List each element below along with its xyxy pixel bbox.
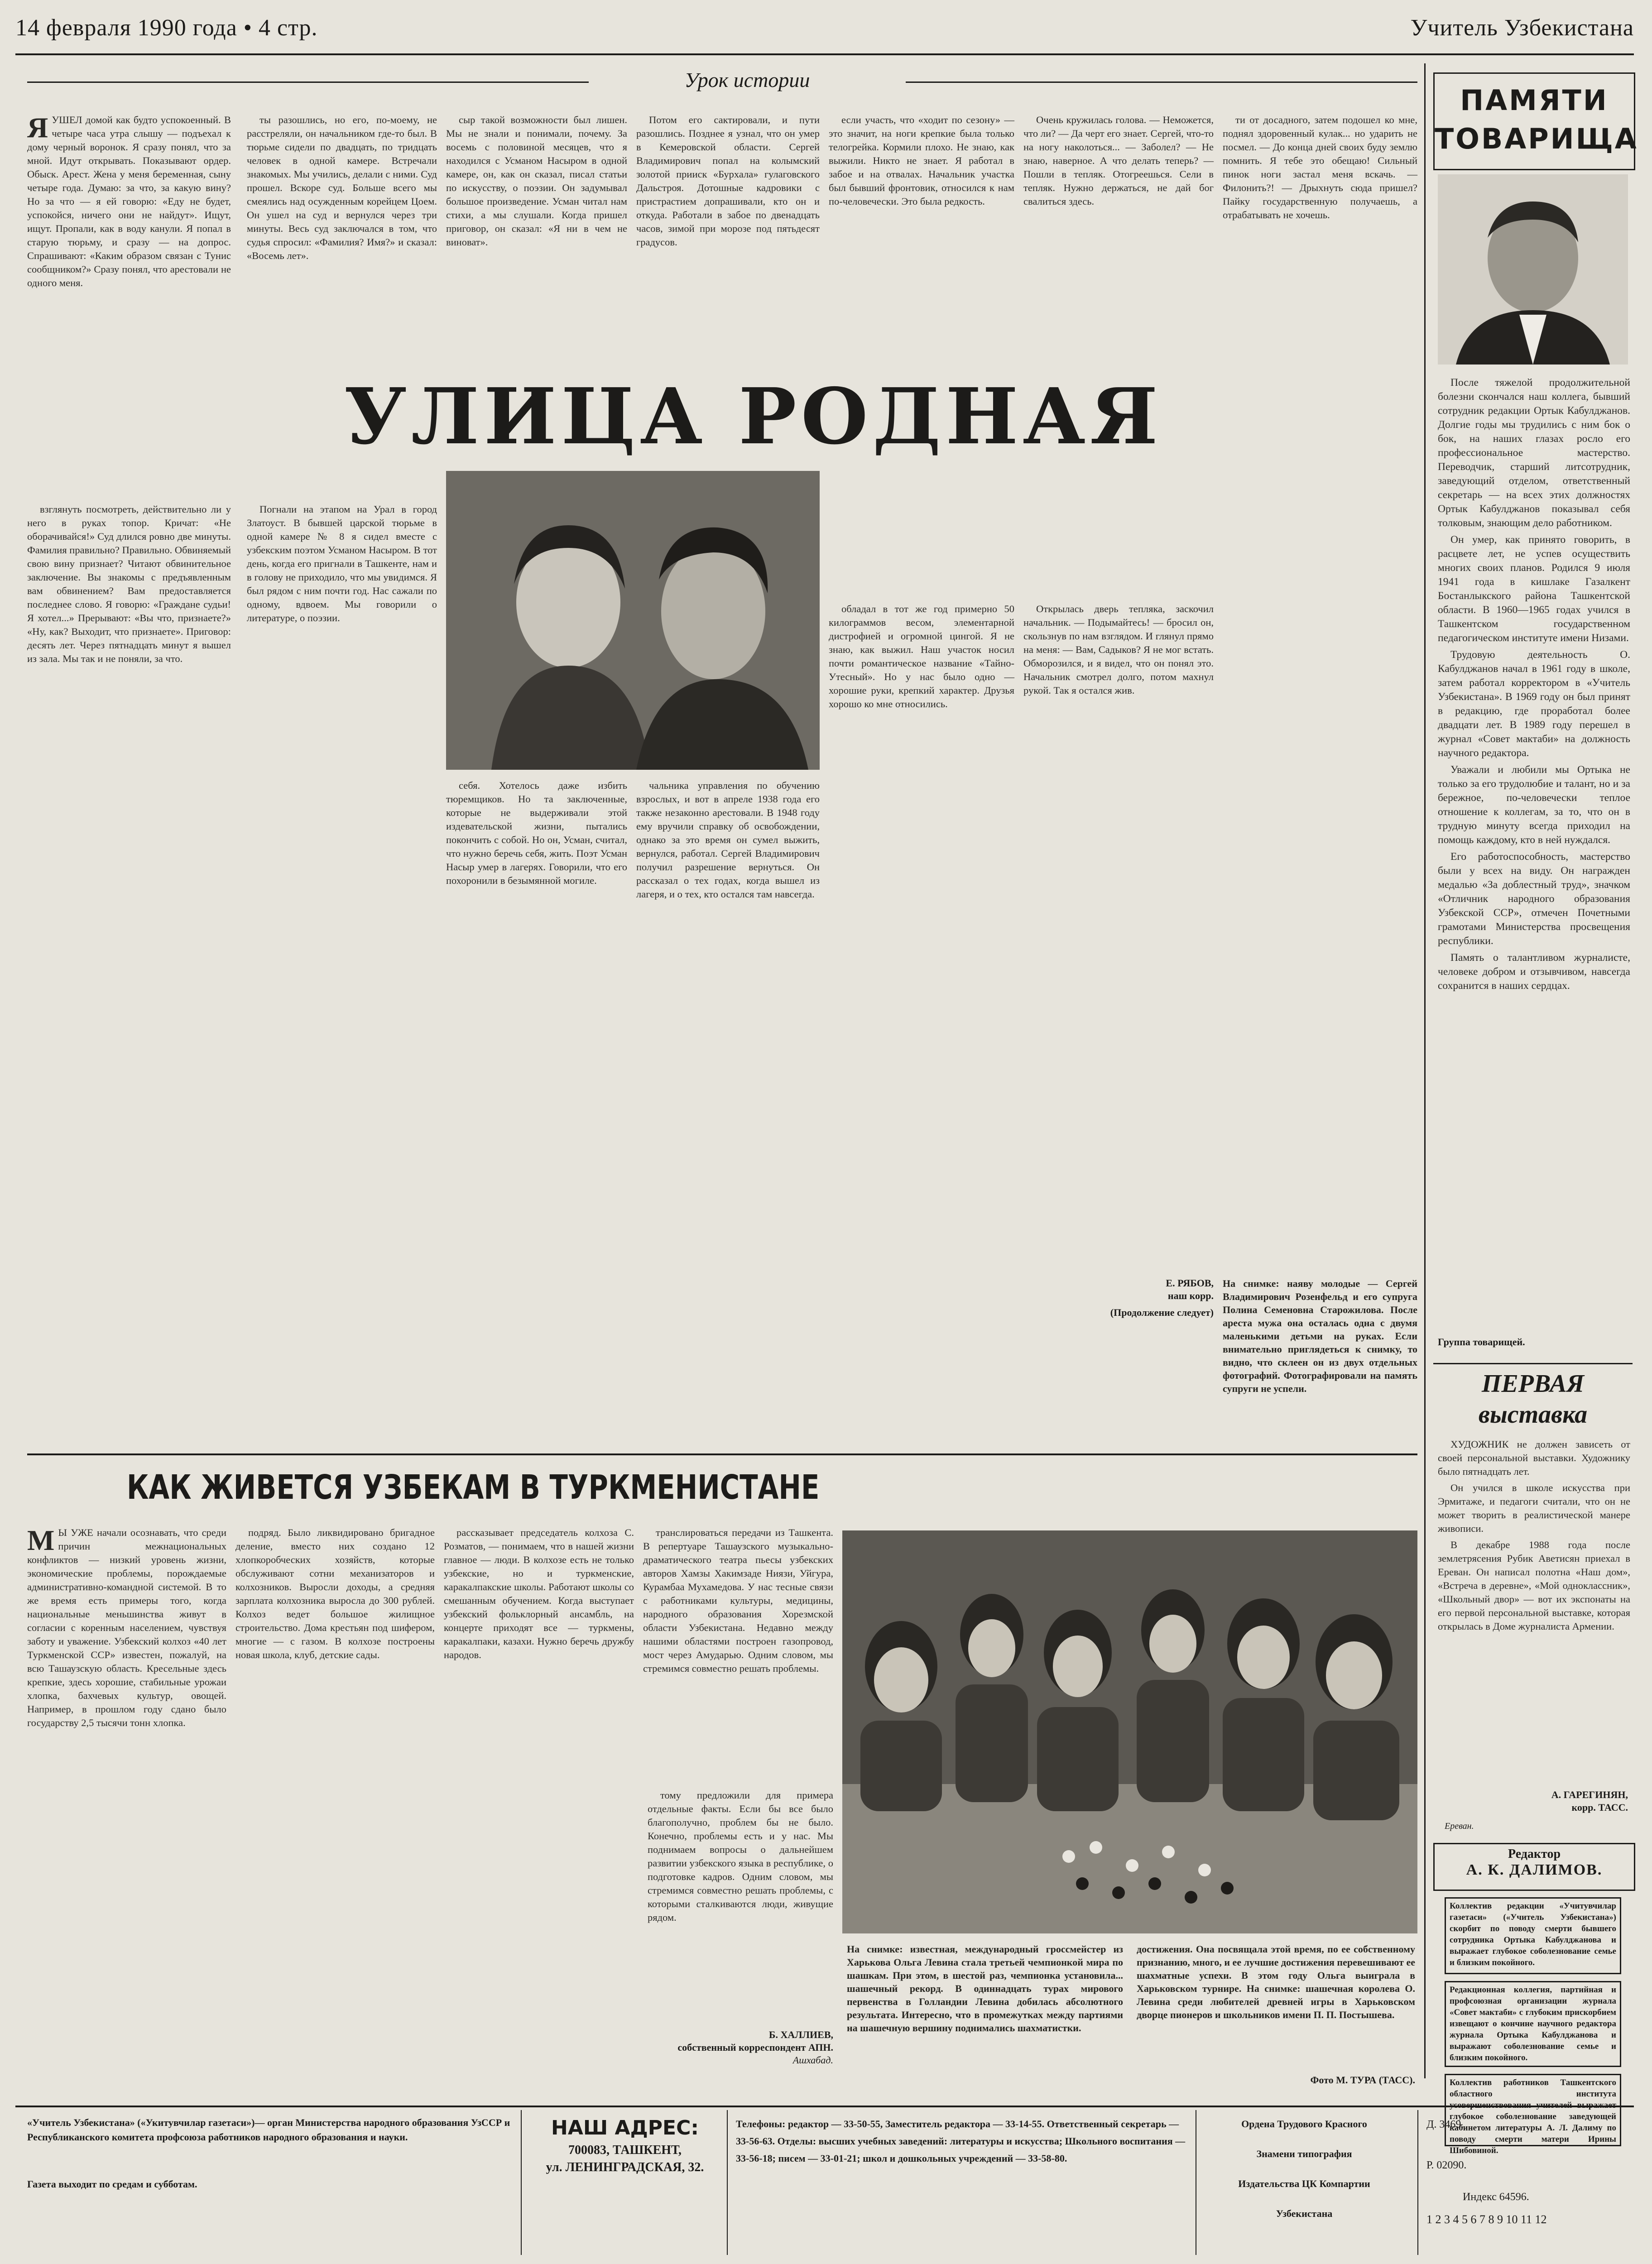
printer-line-1: Ордена Трудового Красного xyxy=(1241,2118,1367,2130)
lead-col-5 xyxy=(829,113,1014,340)
turkmen-author-role: собственный корреспондент АПН. xyxy=(677,2042,833,2053)
exhibition-title xyxy=(1433,1367,1633,1429)
lead-photo-caption: На снимке: наяву молодые — Сергей Владимирович Розенфельд и его супруга Полина Семеновна Старожилова. После ареста мужа она осталась одна с двумя маленькими детьми на руках. Если внимательно приглядеться к снимку, то видно, что склеен он из двух отдельных фотографий. Фотографировали на память супруги не успели. xyxy=(1223,1278,1417,1394)
turkmen-title: КАК ЖИВЕТСЯ УЗБЕКАМ В ТУРКМЕНИСТАНЕ xyxy=(127,1468,820,1507)
address-index: 700083, ТАШКЕНТ, xyxy=(568,2143,682,2157)
memorial-portrait-drawing xyxy=(1438,174,1628,365)
lead-col-e xyxy=(829,602,1014,1444)
exhibition-title-2: выставка xyxy=(1478,1401,1588,1429)
footer-rule xyxy=(15,2106,1634,2107)
turkmen-author: Б. ХАЛЛИЕВ, xyxy=(768,2029,833,2040)
footer-phones: Телефоны: редактор — 33-50-55, Заместитель редактора — 33-14-55. Ответственный секретарь — 33-56-63. Отделы: высших учебных заведений: литературы и искусства; Школьного воспитания — 33-56-18; писем — 33-01-21; школ и дошкольных учреждений — 33-58-80. xyxy=(736,2118,1186,2164)
printer-line-3: Издательства ЦК Компартии xyxy=(1238,2178,1370,2189)
paper-name: Учитель Узбекистана xyxy=(1410,15,1634,41)
page-number-strip: 1 2 3 4 5 6 7 8 9 10 11 12 xyxy=(1426,2213,1547,2226)
checkers-photo-drawing xyxy=(842,1530,1417,1933)
turkmen-col-2-text: подряд. Было ликвидировано бригадное деление, вместо них создано 12 хлопкоробческих хозяйств, которые обслуживают сотни механизаторов и колхозников. Выросли доходы, а средняя зарплата колхозника выросла до 300 рублей. Колхоз ведет большое жилищное строительство. Дома крестьян под шифером, многие — с газом. В колхозе построены новая школа, клуб, детские сады. xyxy=(235,1527,435,1660)
memorial-p6: Память о талантливом журналисте, человеке добром и отзывчивом, навсегда сохранится в наших сердцах. xyxy=(1438,952,1630,992)
vertical-rule xyxy=(1424,63,1426,2078)
lead-col-f xyxy=(1023,602,1214,1268)
lead-title: УЛИЦА РОДНАЯ xyxy=(344,371,1162,462)
memorial-title-2: ТОВАРИЩА xyxy=(1435,122,1638,155)
footer-codes xyxy=(1426,2115,1630,2229)
condolence-box-2 xyxy=(1445,1981,1621,2067)
order-number: Д. 3469. xyxy=(1426,2119,1464,2130)
turkmen-col-3 xyxy=(444,1526,634,2096)
footer-vrule-2 xyxy=(727,2110,728,2255)
printer-line-2: Знамени типография xyxy=(1256,2148,1352,2159)
turkmen-dropcap: М xyxy=(27,1524,55,1556)
editor-label: Редактор xyxy=(1508,1847,1561,1861)
condolence-3: Коллектив работников Ташкентского областного института глубокое соболезнование заведующей кабинетом литературы А. Л. Далиму по поводу смерти матери Ирины Шибовиной. xyxy=(1450,2078,1616,2155)
lead-col-d-text: чальника управления по обучению взрослых, и вот в апреле 1938 года его также незаконно арестовали. В 1948 году ему вручили справку об освобождении, однако за это время он сумел выжить, вернулся, работал. Сергей Владимирович получил разрешение вернуться. Он рассказал о тех годах, когда вышел из лагеря, и о тех, кто остался там навсегда. xyxy=(636,780,820,900)
footer-address xyxy=(530,2115,720,2176)
editor-name: А. К. ДАЛИМОВ. xyxy=(1466,1861,1603,1878)
printer-line-4: Узбекистана xyxy=(1276,2208,1333,2219)
lead-col-2 xyxy=(247,113,437,340)
lead-col-6 xyxy=(1023,113,1214,584)
lead-col-3 xyxy=(446,113,627,340)
lead-col-c-text: себя. Хотелось даже избить тюремщиков. Но та заключенные, которые не выдерживали этой издевательской жизни, пытались покончить с собой. Но он, Усман, считал, что нужно беречь себя, жить. Поэт Усман Насыр умер в лагерях. Говорили, что его похоронили в безымянной могиле. xyxy=(446,780,627,886)
exhibition-author: А. ГАРЕГИНЯН, xyxy=(1551,1789,1628,1800)
turkmen-signature xyxy=(648,2029,833,2067)
couple-photo xyxy=(446,471,820,770)
address-street: ул. ЛЕНИНГРАДСКАЯ, 32. xyxy=(546,2160,704,2174)
exhibition-text xyxy=(1438,1438,1630,1786)
print-code: Р. 02090. xyxy=(1426,2159,1467,2171)
address-label: НАШ АДРЕС: xyxy=(551,2116,699,2139)
turkmen-col-5-text: тому предложили для примера отдельные факты. Если бы все было благополучно, проблем бы не было. Конечно, проблемы есть и у нас. Мы поднимаем вопросы о дальнейшем развитии узбекского языка в республике, о подготовке кадров. Одним словом, мы стремимся совместно решать проблемы, с которыми сталкиваются люди, живущие рядом. xyxy=(648,1789,833,1923)
lead-col-3-text: сыр такой возможности был лишен. Мы не знали и понимали, почему. За восемь с половиной месяцев, что я находился с Усманом Насыром в одной камере, он, как он сказал, писал статьи по искусству, о поэзии. Он задумывал большое произведение. Усман читал нам стихи, а мы слушали. Когда пришел приговор, он сказал: «Я ни в чем не виноват». xyxy=(446,114,627,248)
memorial-text xyxy=(1438,376,1630,1336)
top-rule xyxy=(15,53,1634,55)
lead-col-a xyxy=(27,503,231,1444)
checkers-caption-left: На снимке: известная, международный гроссмейстер из Харькова Ольга Левина стала третьей чемпионкой мира по шашкам. При этом, в шестой раз, чемпионка установила... шашечный рекорд. В одиннадцать турах мирового первенства в Голландии Левина добилась абсолютного результата. Интересно, что в промежутках между партиями на шашечную вершину поднимались шахматистки. xyxy=(847,1943,1123,2034)
lead-col-6-text: Очень кружилась голова. — Неможется, что ли? — Да черт его знает. Сергей, что-то на ногу наколоться... — Заболел? — Не знаю, наверное. А что делать теперь? — Пошли в тепляк. Отогреешься. Сели в тепляк. Нужно держаться, не дай бог свалиться здесь. xyxy=(1023,114,1214,207)
exhibition-title-1: ПЕРВАЯ xyxy=(1481,1370,1585,1398)
turkmen-col-2 xyxy=(235,1526,435,2096)
lead-author-role: наш корр. xyxy=(1167,1290,1214,1301)
memorial-signature: Группа товарищей. xyxy=(1438,1336,1525,1348)
turkmen-col-1-text: Ы УЖЕ начали осознавать, что среди причин межнациональных конфликтов — низкий уровень жизни, экономические проблемы, порождаемые административно-командной системой. В то же время есть примеры того, когда национальные меньшинства живут в согласии с коренным населением, чувствуя заботу и уважение. Узбекский колхоз «40 лет Туркменской ССР» известен, пожалуй, на всю Ташаузскую область. Кресельные здесь крепкие, здесь хорошие, стабильные урожаи хлопка, бахчевых культур, овощей. Например, в прошлом году сдано было государству 2,5 тысячи тонн хлопка. xyxy=(27,1527,226,1728)
lead-bottom-rule xyxy=(27,1453,1417,1455)
footer-vrule-1 xyxy=(521,2110,522,2255)
footer-publisher: «Учитель Узбекистана» («Укитувчилар газетаси»)— орган Министерства народного образования УзССР и Республиканского комитета профсоюза работников народного образования и науки. xyxy=(27,2117,510,2143)
lead-col-4-text: Потом его сактировали, и пути разошлись. Позднее я узнал, что он умер в Кемеровской области. Сергей Владимирович попал на колымский золотой прииск «Бурхала» гулаговского Дальстроя. Дотошные кадровики с пристрастием допрашивали, кто он и откуда. Работали в забое по двенадцать часов, зимой при морозе под пятьдесят градусов. xyxy=(636,114,820,248)
editor-box xyxy=(1433,1843,1635,1891)
lead-col-b xyxy=(247,503,437,1444)
memorial-portrait xyxy=(1438,174,1628,365)
memorial-p1: После тяжелой продолжительной болезни скончался наш коллега, бывший сотрудник редакции Ортык Кабулджанов. Долгие годы мы трудились с ним бок о бок, на наших глазах росло его профессиональное мастерство. Переводчик, старший литсотрудник, заведующий отделом, ответственный секретарь — на всех этих должностях Ортык Кабулджанов показывал себя толковым, знающим дело работником. xyxy=(1438,377,1630,529)
exhibition-author-role: корр. ТАСС. xyxy=(1571,1802,1628,1813)
checkers-photo xyxy=(842,1530,1417,1933)
lead-col-e-text: обладал в тот же год примерно 50 килограммов весом, элементарной дистрофией и огромной цингой. Я не знаю, как выжил. Наш участок носил почти романтическое название «Тайно-Утесный». Но у нас было одно — хорошие руки, крепкий характер. Друзья хорошо ко мне относились. xyxy=(829,603,1014,710)
exhibition-signature xyxy=(1438,1789,1628,1814)
memorial-p3: Трудовую деятельность О. Кабулджанов начал в 1961 году в школе, затем работал корректором в «Учитель Узбекистана». В 1969 году он был принят в редакцию, где проработал более двадцати лет. В 1989 году перешел в журнал «Совет мактаби» на должность научного редактора. xyxy=(1438,649,1630,759)
footer-schedule: Газета выходит по средам и субботам. xyxy=(27,2178,197,2190)
lead-col-d xyxy=(636,779,820,1444)
lead-col-f-text: Открылась дверь тепляка, заскочил начальник. — Подымайтесь! — бросил он, скользнув по нам взглядом. И глянул прямо на меня: — Вам, Садыков? Я не мог встать. Обморозился, и я видел, что он понял это. Начальник смотрел долго, потом махнул рукой. Так я остался жив. xyxy=(1023,603,1214,696)
rubric-label: Урок истории xyxy=(684,68,810,91)
lead-signature xyxy=(1023,1277,1214,1302)
lead-col-b-text: Погнали на этапом на Урал в город Златоуст. В бывшей царской тюрьме в одной камере № 8 я сидел вместе с узбекским поэтом Усманом Насыром. В тот день, когда его пригнали в Ташкенте, нам и в голову не приходило, что мы увидимся. Я был рядом с ним почти год. Нас сажали по одному, вдвоем. Мы говорили о литературе, о поэзии. xyxy=(247,504,437,624)
lead-col-7 xyxy=(1223,113,1417,584)
lead-col-1 xyxy=(27,113,231,494)
footer-vrule-4 xyxy=(1417,2110,1418,2255)
lead-col-5-text: если участь, что «ходит по сезону» — это значит, на ноги крепкие была только телогрейка. Кормили плохо. Не знаю, как выжили. Никто не знает. Я работал в забое и на отвалах. Начальник участка был бывший фронтовик, относился к нам по-человечески. Это была редкость. xyxy=(829,114,1014,207)
exhibition-p2: Он учился в школе искусства при Эрмитаже, и педагоги считали, что он не может творить в реалистической манере живописи. xyxy=(1438,1482,1630,1534)
exhibition-p1: ХУДОЖНИК не должен зависеть от своей персональной выставки. Художнику было пятнадцать лет. xyxy=(1438,1439,1630,1477)
lead-col-7-text: ти от досадного, затем подошел ко мне, поднял здоровенный кулак... но ударить не посмел. — До конца дней своих буду землю помнить. Я тебе это обещаю! Сильный пинок ноги застал меня вскачь. — Филонить?! — Дрыхнуть сюда пришел? Пайку государственную получаешь, а отрабатывать не хочешь. xyxy=(1223,114,1417,221)
lead-col-4 xyxy=(636,113,820,340)
memorial-sep xyxy=(1433,1363,1633,1364)
lead-continued-note: (Продолжение следует) xyxy=(1110,1307,1214,1318)
turkmen-col-4-text: транслироваться передачи из Ташкента. В репертуаре Ташаузского музыкально-драматического театра пьесы узбекских авторов Хамзы Хакимзаде Ниязи, Уйгура, Курамбаа Мухамедова. У нас тесные связи с работниками культуры, медицины, народного образования Хорезмской области Узбекистана. Недавно между нашими областями построен газопровод, мост через Амударью. Одним словом, мы стремимся совместно решать проблемы. xyxy=(643,1527,833,1674)
checkers-caption-right: достижения. Она посвящала этой время, по ее собственному признанию, много, и ее лучшие достижения перевешивают ее шахматные успехи. В этом году Ольга выиграла в Харьковском турнире. На снимке: шашечная королева О. Левина среди любителей древней игры в Харьковском дворце пионеров и школьников имени П. П. Постышева. xyxy=(1137,1943,1415,2020)
turkmen-col-3-text: рассказывает председатель колхоза С. Розматов, — понимаем, что в нашей жизни главное — люди. В колхозе есть не только узбекские, но и туркменские, каракалпакские школы. Работают школы со смешанным обучением. Когда выступает узбекский фольклорный ансамбль, на концерте приходят все — туркмены, каракалпаки, казахи. Нужно беречь дружбу народов. xyxy=(444,1527,634,1660)
lead-col-a-text: взглянуть посмотреть, действительно ли у него в руках топор. Кричат: «Не оборачивайся!» Суд длился ровно две минуты. Фамилия правильно? Правильно. Обвиняемый свою вину признает? Читают обвинительное заключение. Вы знакомы с предъявленным вам обвинением? Вам предоставляется последнее слово. Я говорю: «Граждане судьи! Я хотел...» Прерывают: «Вы что, признаете?» «Ну, как? Выходит, что признаете». Приговор: десять лет. Через пятнадцать минут я вышел из зала. Мы так и не поняли, за что. xyxy=(27,504,231,664)
turkmen-author-city: Ашхабад. xyxy=(792,2054,833,2066)
memorial-p4: Уважали и любили мы Ортыка не только за его трудолюбие и талант, но и за бережное, по-человечески теплое отношение к коллегам, за то, что он в трудную минуту всегда приходил на помощь каждому, кто в ней нуждался. xyxy=(1438,764,1630,846)
issue-date: 14 февраля 1990 года • 4 стр. xyxy=(15,15,318,41)
lead-col-c xyxy=(446,779,627,1444)
condolence-1: Коллектив редакции «Учитувчилар газетаси» («Учитель Узбекистана») скорбит по поводу смерти бывшего сотрудника Ортыка Кабулджанова и выражает глубокое соболезнование семье и близким покойного. xyxy=(1450,1901,1616,1967)
memorial-p2: Он умер, как принято говорить, в расцвете лет, не успев осуществить многих своих планов. Родился 9 июля 1941 года в кишлаке Газалкент Бостанлыкского района Ташкентской области. В 1960—1965 годах учился в Ташкентском государственном педагогическом институте имени Низами. xyxy=(1438,534,1630,644)
turkmen-col-1 xyxy=(27,1526,226,2096)
lead-col-1-text: УШЕЛ домой как будто успокоенный. В четыре часа утра слышу — подъехал к дому черный воронок. Я сразу понял, что за мной. Идут открывать. Показывают ордер. Обыск. Арест. Жена у меня беременная, сыну четыре года. Думаю: за что, за какую вину? Но за что — я ей говорю: «Еду не будет, успокойся, ничего они не найдут». Ищут, ищут. Пропали, как в воду канули. Я попал в старую тюрьму, и сразу — на допрос. Спрашивают: «Каким образом связан с Тунис сообщником?» Сразу понял, что арестовали не одного меня. xyxy=(27,114,231,288)
footer-printer xyxy=(1200,2115,1408,2222)
turkmen-col-5 xyxy=(648,1789,833,2015)
couple-photo-drawing xyxy=(446,471,820,770)
rubric xyxy=(589,68,906,92)
condolence-box-1 xyxy=(1445,1897,1621,1974)
memorial-p5: Его работоспособность, мастерство были у всех на виду. Он награжден медалью «За доблестный труд», значком «Отличник народного образования Узбекской ССР», отмечен Почетными грамотами Министерства просвещения республики. xyxy=(1438,851,1630,947)
lead-col-2-text: ты разошлись, но его, по-моему, не расстреляли, он начальником где-то был. В тюрьме сидели по двадцать, по тридцать человек в одной камере. Встречали знакомых. Мы учились, делали с ними. Суд прошел. Вскоре суд. Больше всего мы смеялись над осужденным корейцем Цоем. Он ушел на суд и вернулся через три минуты. Весь суд заключался в том, что судья спросил: «Фамилия? Имя?» и сказал: «Восемь лет». xyxy=(247,114,437,261)
memorial-box xyxy=(1433,72,1638,170)
lead-author: Е. РЯБОВ, xyxy=(1166,1277,1214,1289)
lead-dropcap: Я xyxy=(27,111,48,144)
subscription-index: Индекс 64596. xyxy=(1463,2191,1529,2203)
condolence-2: Редакционная коллегия, партийная и профсоюзная организации журнала «Совет мактаби» с глубоким прискорбием извещают о кончине научного редактора журнала Ортыка Кабулджанова и выражают соболезнование семье и близким покойного. xyxy=(1450,1985,1616,2063)
checkers-photo-credit: Фото М. ТУРА (ТАСС). xyxy=(1310,2074,1415,2086)
exhibition-city: Ереван. xyxy=(1445,1821,1474,1831)
memorial-title-1: ПАМЯТИ xyxy=(1460,84,1609,117)
exhibition-p3: В декабре 1988 года после землетрясения Рубик Аветисян приехал в Ереван. Он написал полотна «Наш дом», «Встреча в деревне», «Мой одноклассник», «Школьный двор» — вот их экспонаты на его первой персональной выставке, которая открылась в Доме журналиста Армении. xyxy=(1438,1539,1630,1632)
